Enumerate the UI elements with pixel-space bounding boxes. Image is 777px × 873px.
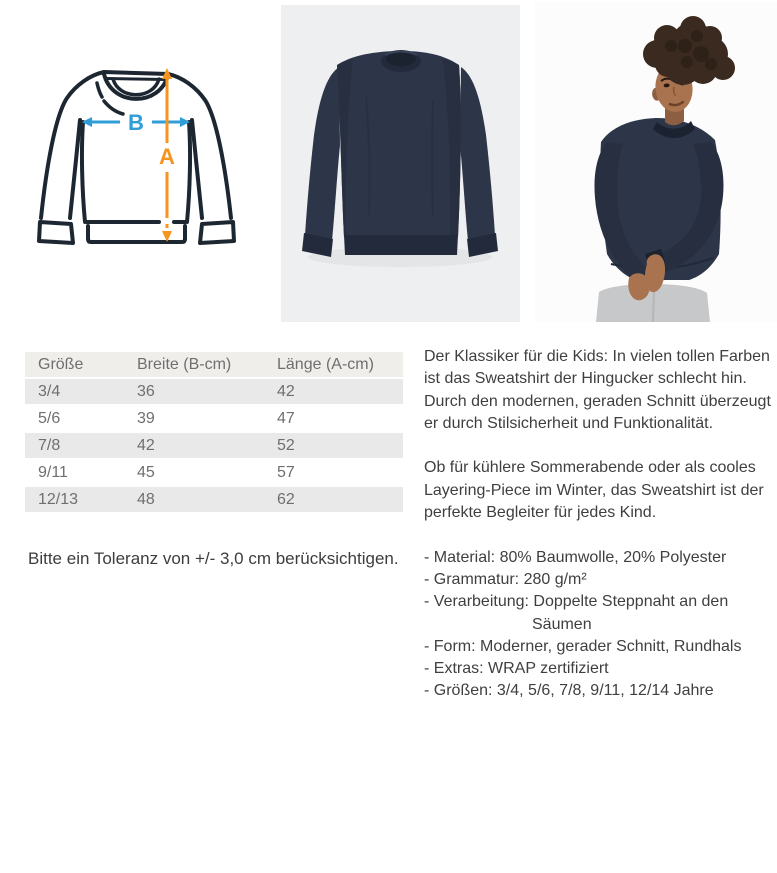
navy-sweatshirt-flat-icon [281,5,520,322]
table-cell: 47 [264,406,403,433]
table-cell: 42 [124,433,264,460]
table-cell: 48 [124,487,264,514]
spec-line-verarbeitung: - Verarbeitung: Doppelte Steppnaht an den [424,593,729,611]
spec-line-extras: - Extras: WRAP zertifiziert [424,660,609,678]
table-row [25,460,403,487]
spec-line-form: - Form: Moderner, gerader Schnitt, Rundhals [424,637,742,655]
table-cell: 9/11 [25,460,124,487]
model-photo [535,2,777,322]
product-description [424,346,776,703]
size-table [25,352,403,514]
table-cell: 5/6 [25,406,124,433]
product-photo [281,5,520,322]
spec-line-grammatur: - Grammatur: 280 g/m² [424,570,587,588]
size-diagram [20,40,260,280]
table-cell: 36 [124,379,264,406]
table-cell: 39 [124,406,264,433]
kid-model-illustration [535,2,777,322]
table-cell: 12/13 [25,487,124,514]
tolerance-note: Bitte ein Toleranz von +/- 3,0 cm berücksichtigen. [28,549,399,568]
description-paragraph: Ob für kühlere Sommerabende oder als cooles Layering-Piece im Winter, das Sweatshirt ist der perfekte Begleiter für jedes Kind. [424,459,764,522]
table-header-row [25,352,403,379]
spec-line-saeumen: Säumen [532,615,592,633]
spec-line-groessen: - Größen: 3/4, 5/6, 7/8, 9/11, 12/14 Jahre [424,682,714,700]
measure-a-label: A [159,144,175,169]
col-header-groesse: Größe [25,352,124,379]
table-cell: 45 [124,460,264,487]
table-row [25,433,403,460]
table-cell: 52 [264,433,403,460]
description-paragraph: Der Klassiker für die Kids: In vielen tollen Farben ist das Sweatshirt der Hingucker schlecht hin. Durch den modernen, geraden Schnitt überzeugt er durch Stilsicherheit und Funktionalität. [424,348,771,432]
table-cell: 57 [264,460,403,487]
col-header-laenge: Länge (A-cm) [264,352,403,379]
table-row [25,379,403,406]
table-cell: 62 [264,487,403,514]
spec-list [424,547,776,703]
table-row [25,406,403,433]
measure-b-label: B [128,110,144,135]
col-header-breite: Breite (B-cm) [124,352,264,379]
table-cell: 42 [264,379,403,406]
sweatshirt-measure-sketch-icon [20,40,260,280]
spec-line-material: - Material: 80% Baumwolle, 20% Polyester [424,548,727,566]
table-cell: 3/4 [25,379,124,406]
table-cell: 7/8 [25,433,124,460]
table-row [25,487,403,514]
